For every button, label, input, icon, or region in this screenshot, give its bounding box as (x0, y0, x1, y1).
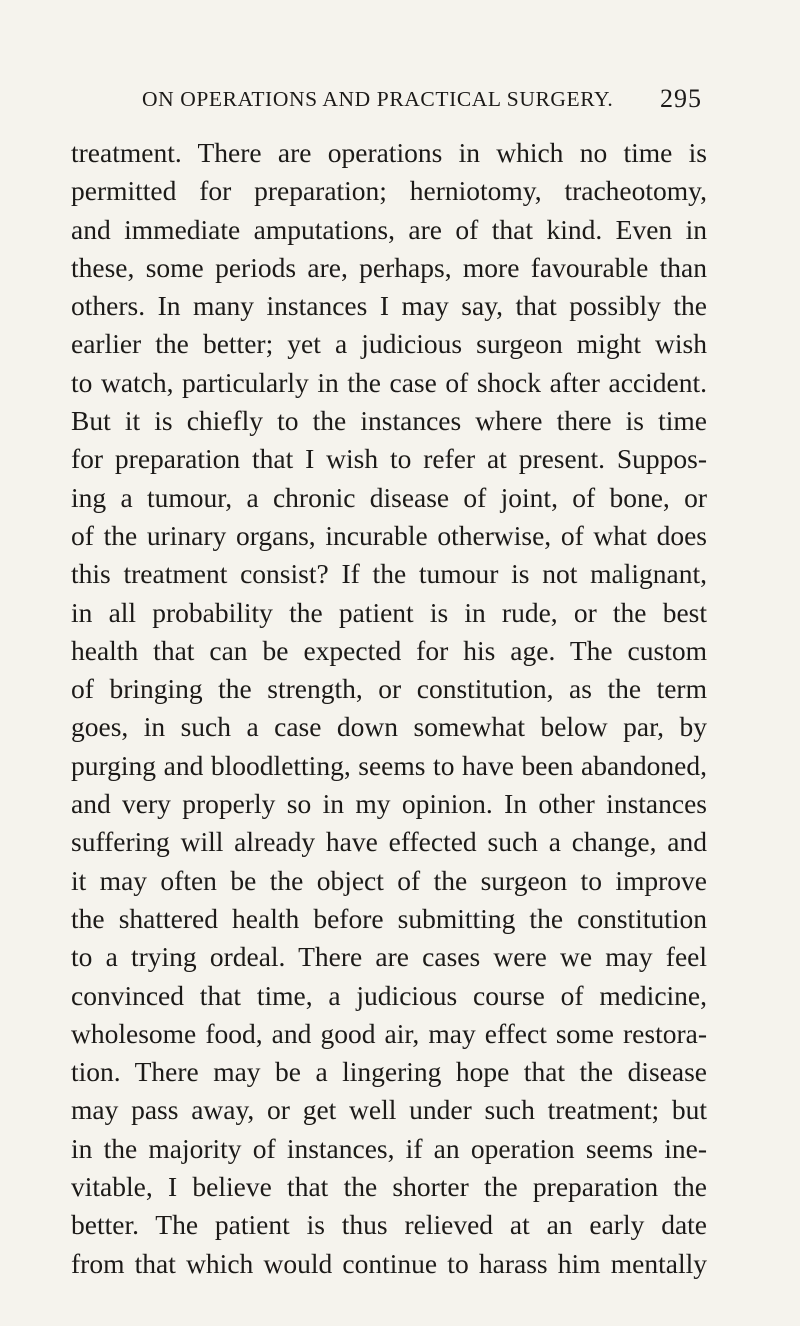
text-line: this treatment consist? If the tumour is not malignant, (71, 558, 707, 590)
text-line: of bringing the strength, or constitution, as the term (71, 673, 707, 705)
text-line: permitted for preparation; herniotomy, tracheotomy, (71, 175, 707, 207)
text-line: suffering will already have effected such a change, and (71, 826, 707, 858)
text-line: vitable, I believe that the shorter the preparation the (71, 1171, 707, 1203)
text-line: tion. There may be a lingering hope that the disease (71, 1056, 707, 1088)
text-line: But it is chiefly to the instances where there is time (71, 405, 707, 437)
text-line: wholesome food, and good air, may effect some restora- (71, 1017, 707, 1049)
text-line: in all probability the patient is in rude, or the best (71, 596, 707, 628)
text-line: health that can be expected for his age. The custom (71, 634, 707, 666)
text-line: these, some periods are, perhaps, more favourable than (71, 251, 707, 283)
running-head (120, 79, 710, 115)
text-line: the shattered health before submitting the constitution (71, 902, 707, 934)
text-line: ing a tumour, a chronic disease of joint, of bone, or (71, 481, 707, 513)
text-line: may pass away, or get well under such treatment; but (71, 1094, 707, 1126)
text-line: and immediate amputations, are of that kind. Even in (71, 213, 707, 245)
running-title: ON OPERATIONS AND PRACTICAL SURGERY. (142, 87, 614, 111)
text-line: better. The patient is thus relieved at an early date (71, 1209, 707, 1241)
text-line: earlier the better; yet a judicious surgeon might wish (71, 328, 707, 360)
text-line: others. In many instances I may say, that possibly the (71, 290, 707, 322)
text-line: to watch, particularly in the case of shock after accident. (71, 366, 707, 398)
text-line: from that which would continue to harass him mentally (71, 1247, 707, 1279)
text-line: of the urinary organs, incurable otherwise, of what does (71, 519, 707, 551)
text-line: treatment. There are operations in which no time is (71, 137, 707, 168)
text-line: convinced that time, a judicious course of medicine, (71, 979, 707, 1011)
text-line: in the majority of instances, if an operation seems ine- (71, 1132, 707, 1164)
text-line: for preparation that I wish to refer at present. Suppos- (71, 443, 707, 475)
text-line: it may often be the object of the surgeon to improve (71, 864, 707, 896)
text-line: purging and bloodletting, seems to have been abandoned, (71, 749, 707, 781)
text-line: goes, in such a case down somewhat below par, by (71, 711, 707, 743)
text-line: to a trying ordeal. There are cases were we may feel (71, 941, 707, 973)
page-number: 295 (660, 84, 702, 113)
text-line: and very properly so in my opinion. In other instances (71, 788, 707, 820)
body-text (71, 134, 707, 1283)
